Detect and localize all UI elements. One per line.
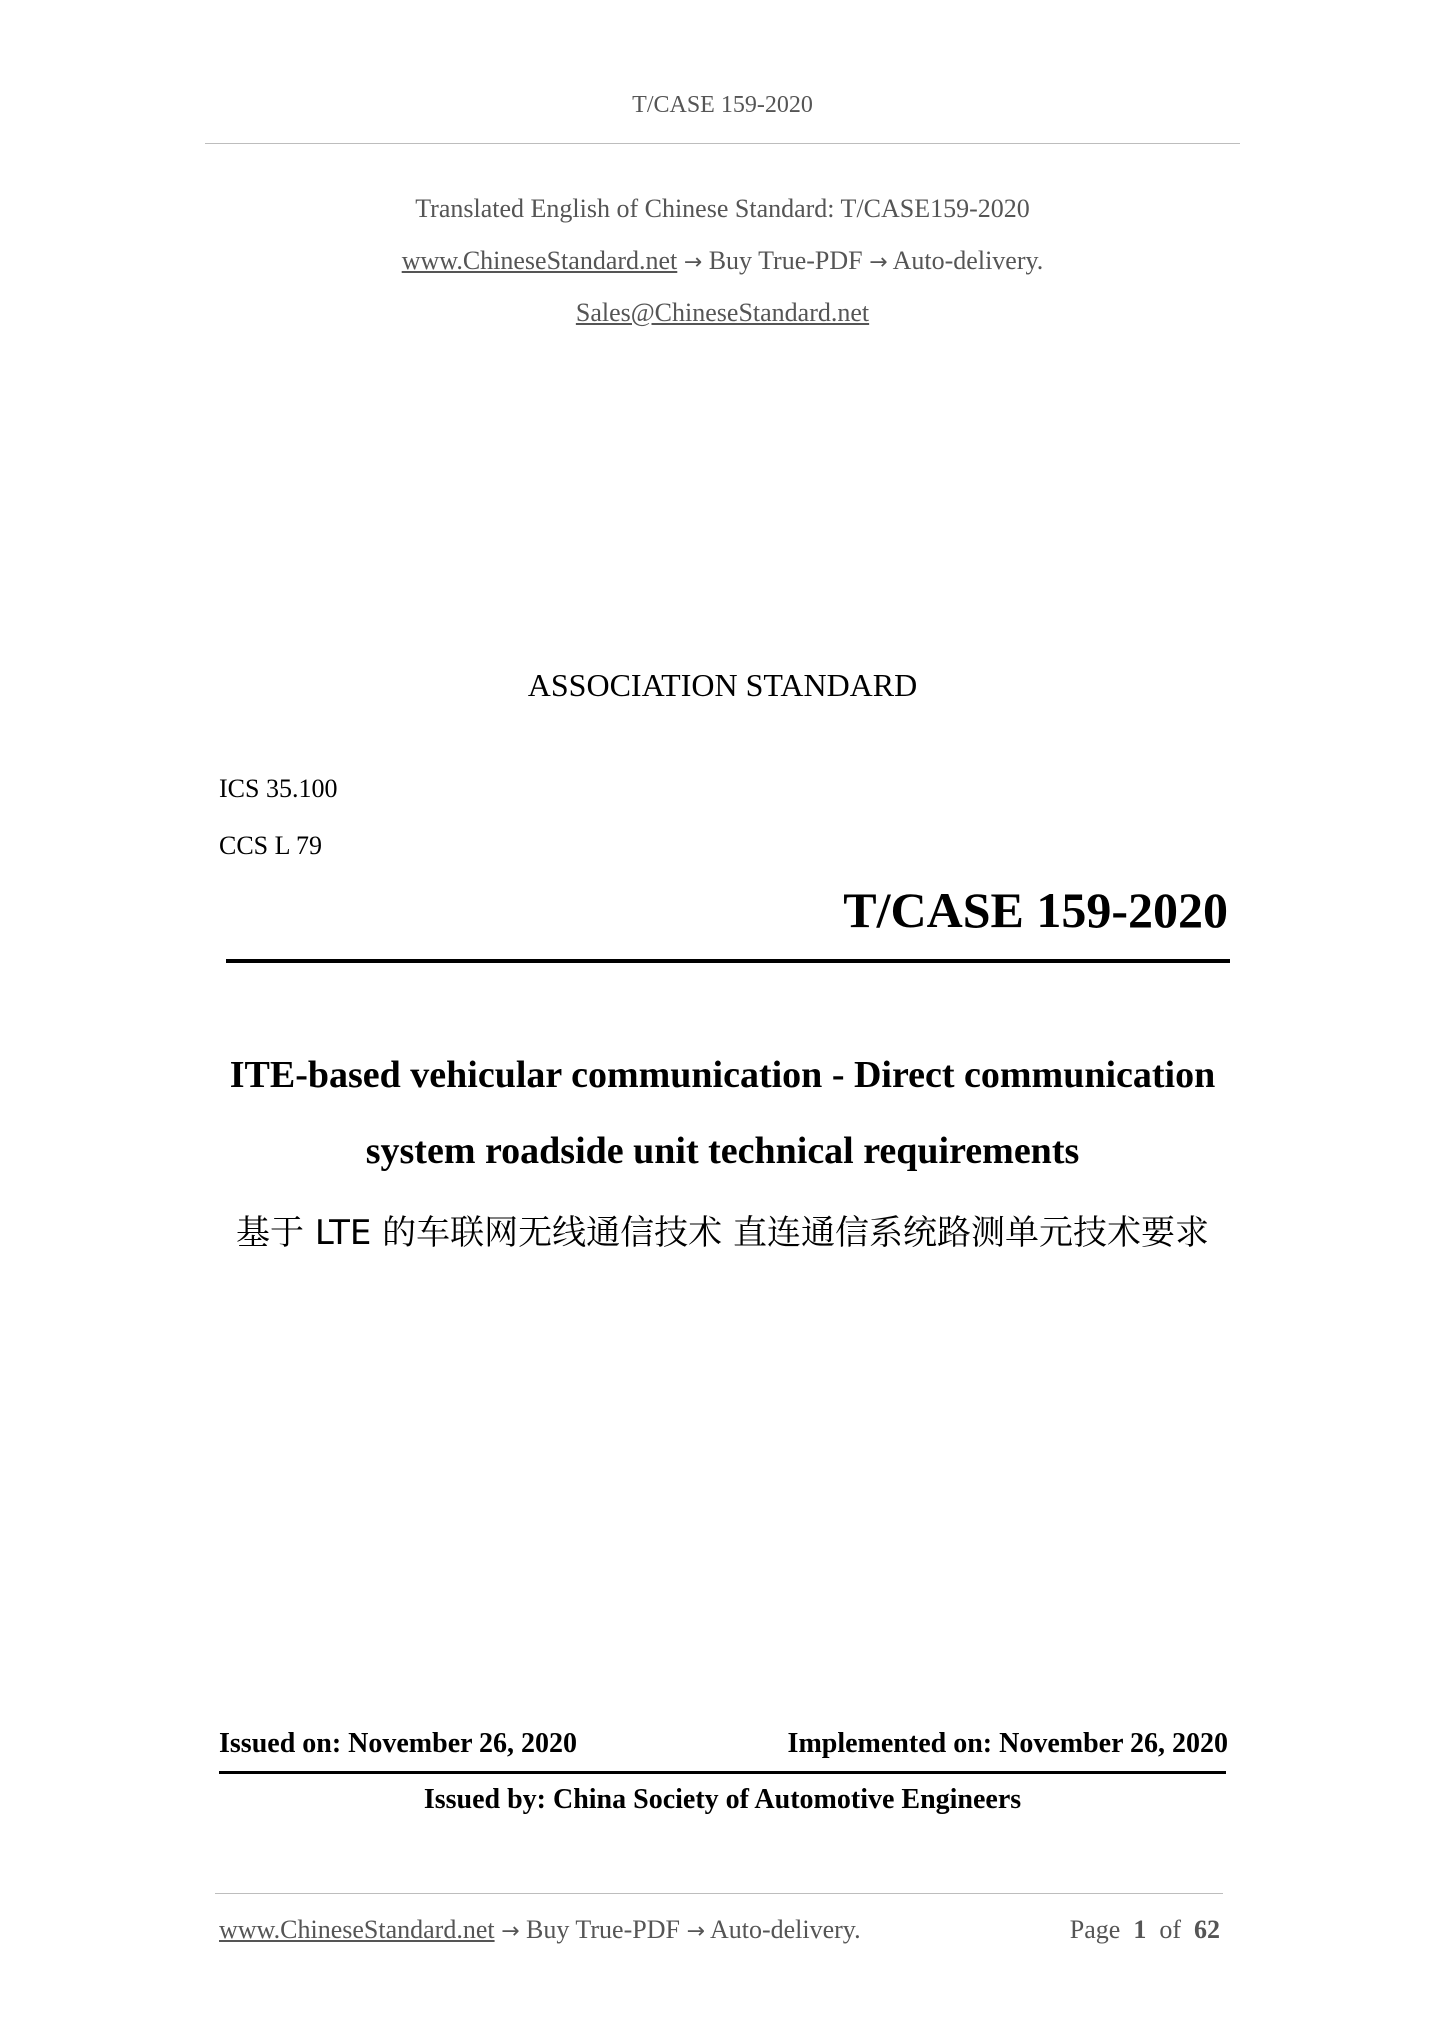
sales-email-link[interactable]: Sales@ChineseStandard.net xyxy=(575,298,870,327)
ics-code: ICS 35.100 xyxy=(219,774,338,803)
standard-number-rule xyxy=(226,959,1230,963)
arrow-right-icon: → xyxy=(686,1919,705,1944)
site-link[interactable]: www.ChineseStandard.net xyxy=(401,246,678,275)
sales-line xyxy=(0,298,1445,328)
page-indicator xyxy=(1070,1915,1220,1945)
footer-delivery-text: Auto-delivery. xyxy=(709,1915,861,1944)
title-english-line-1: ITE-based vehicular communication - Direct communication xyxy=(229,1054,1216,1096)
purchase-links-line xyxy=(0,246,1445,276)
footer-site-link[interactable]: www.ChineseStandard.net xyxy=(219,1915,495,1944)
title-english-line-2: system roadside unit technical requirements xyxy=(365,1130,1080,1172)
footer-buy-text: Buy True-PDF xyxy=(526,1915,680,1944)
issued-on-date: Issued on: November 26, 2020 xyxy=(219,1728,578,1759)
arrow-right-icon: → xyxy=(869,250,888,275)
footer-divider xyxy=(215,1893,1223,1894)
page-total: 62 xyxy=(1194,1915,1220,1944)
page-label: Page xyxy=(1069,1915,1121,1944)
standard-number: T/CASE 159-2020 xyxy=(843,882,1228,938)
footer-links xyxy=(219,1915,861,1945)
arrow-right-icon: → xyxy=(683,250,703,275)
title-chinese: 基于 LTE 的车联网无线通信技术 直连通信系统路测单元技术要求 xyxy=(236,1213,1209,1253)
page-of: of xyxy=(1159,1915,1181,1944)
translated-notice: Translated English of Chinese Standard: T/CASE159-2020 xyxy=(415,194,1030,223)
issue-dates-rule xyxy=(219,1771,1226,1774)
issued-by: Issued by: China Society of Automotive Engineers xyxy=(423,1784,1022,1815)
page-current: 1 xyxy=(1133,1915,1147,1944)
delivery-text: Auto-delivery. xyxy=(892,246,1044,275)
header-divider xyxy=(205,143,1240,144)
arrow-right-icon: → xyxy=(501,1919,520,1944)
implemented-on-date: Implemented on: November 26, 2020 xyxy=(787,1728,1228,1759)
buy-text: Buy True-PDF xyxy=(708,246,863,275)
running-header: T/CASE 159-2020 xyxy=(632,92,813,118)
ccs-code: CCS L 79 xyxy=(219,831,323,860)
standard-category: ASSOCIATION STANDARD xyxy=(527,667,918,703)
